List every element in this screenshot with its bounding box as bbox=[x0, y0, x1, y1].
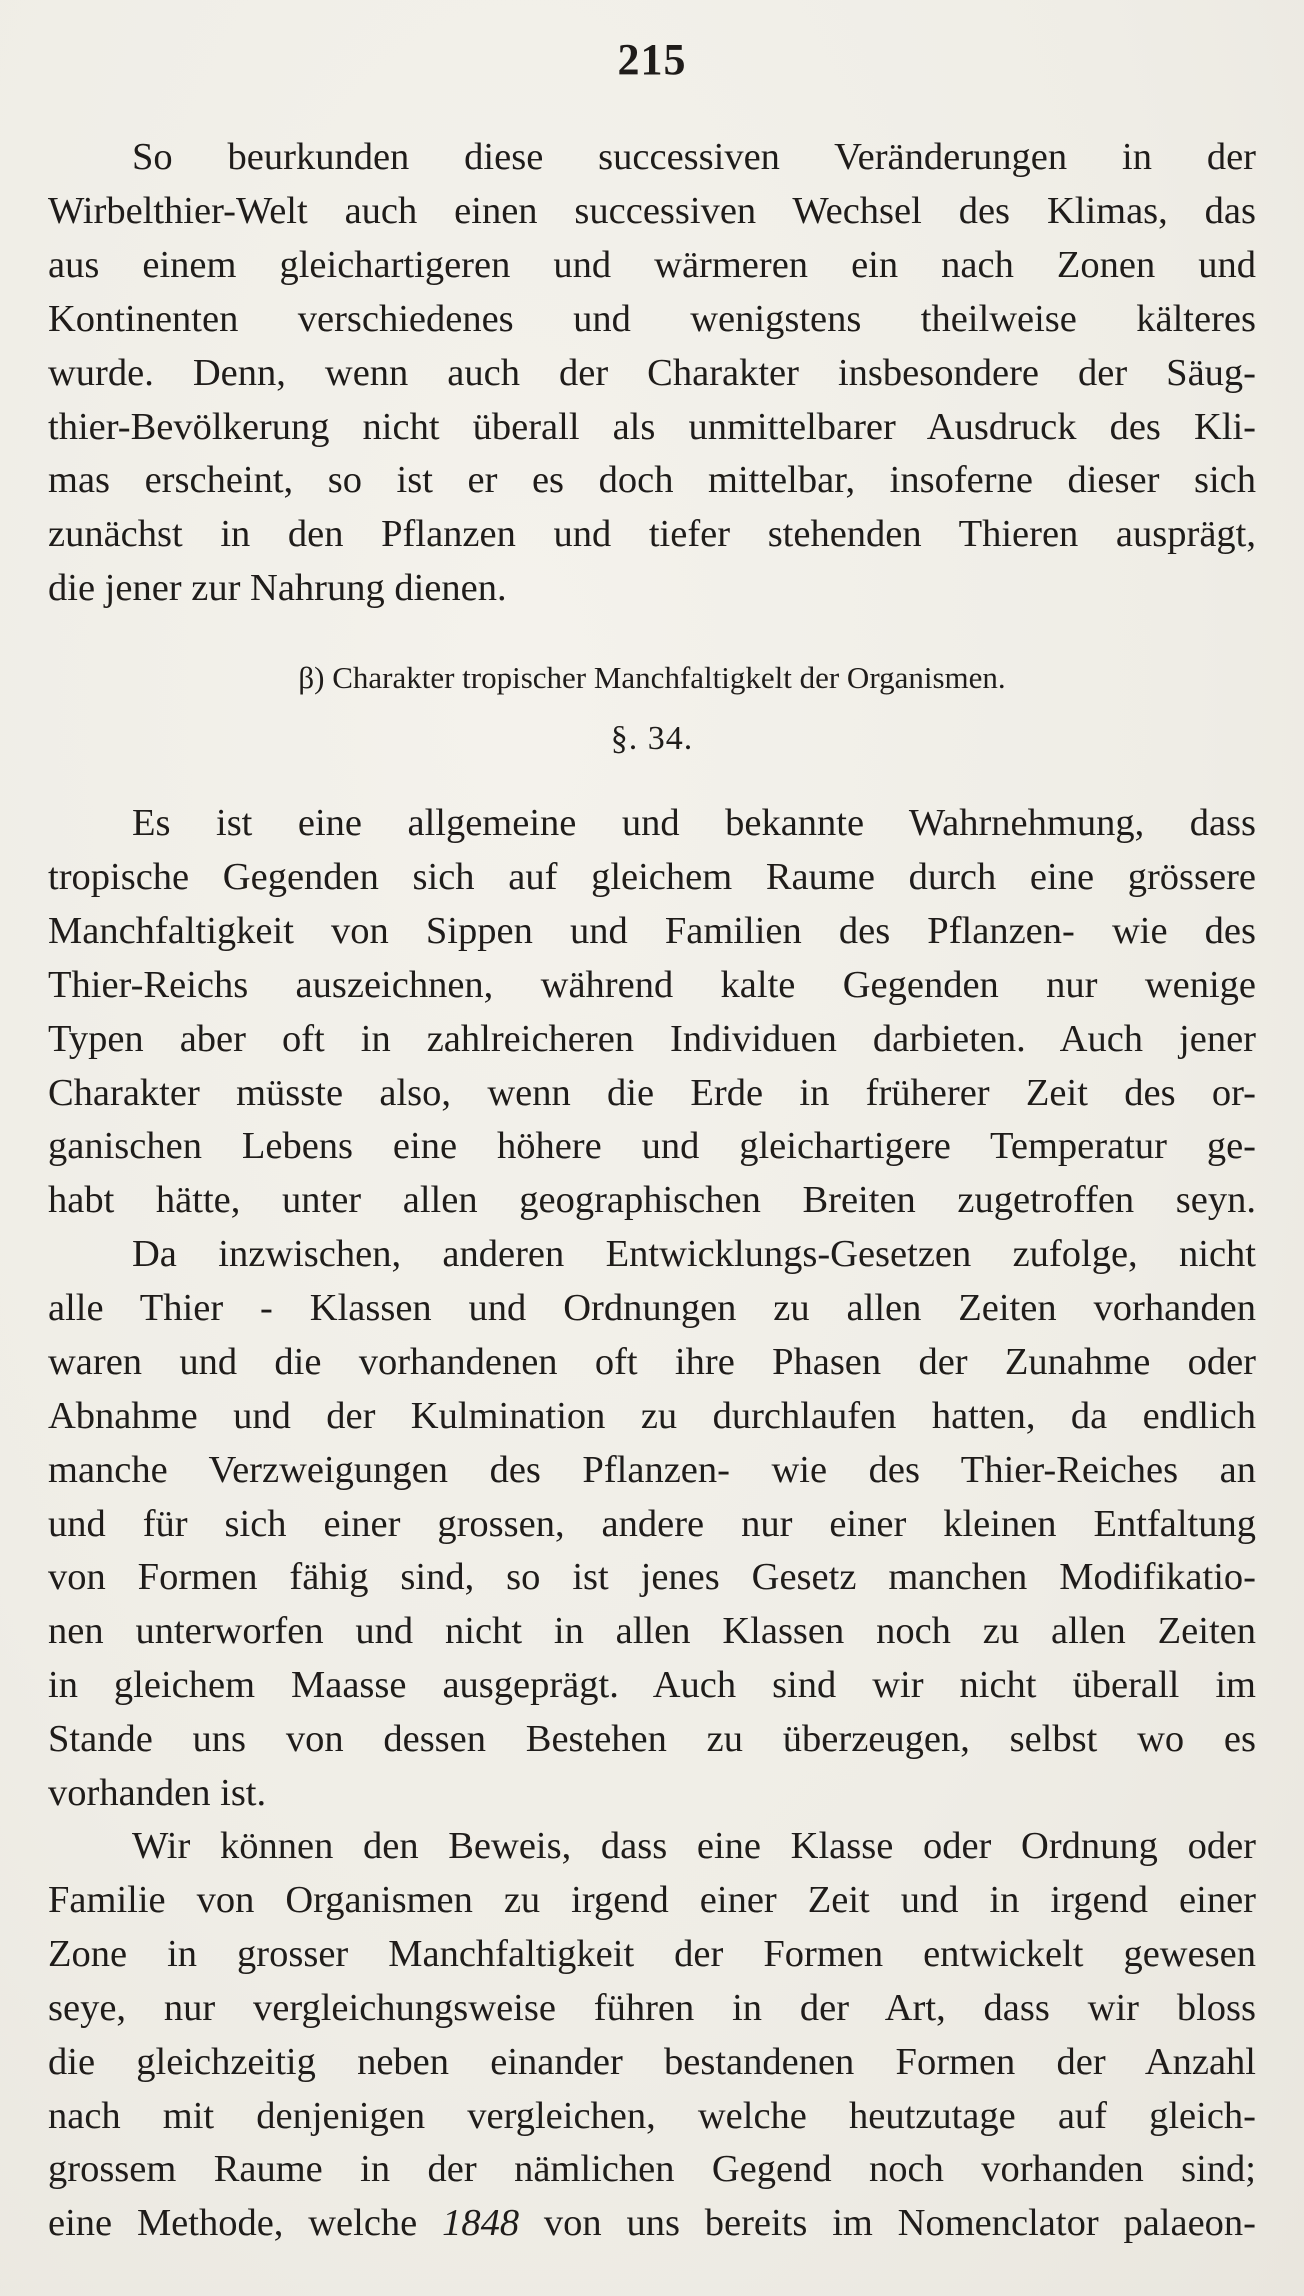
text-line: manche Verzweigungen des Pflanzen- wie des Thier-Reiches an bbox=[48, 1448, 1256, 1491]
text-line: Wir können den Beweis, dass eine Klasse oder Ordnung oder bbox=[132, 1825, 1256, 1867]
text-line: Da inzwischen, anderen Entwicklungs-Gesetzen zufolge, nicht bbox=[132, 1233, 1256, 1275]
paragraph-2 bbox=[48, 797, 1256, 1228]
text-line: nach mit denjenigen vergleichen, welche heutzutage auf gleich- bbox=[48, 2094, 1256, 2137]
text-line: Thier-Reichs auszeichnen, während kalte Gegenden nur wenige bbox=[48, 963, 1256, 1006]
text-line: aus einem gleichartigeren und wärmeren ein nach Zonen und bbox=[48, 243, 1256, 286]
text-line: die gleichzeitig neben einander bestandenen Formen der Anzahl bbox=[48, 2040, 1256, 2083]
text-line: seye, nur vergleichungsweise führen in der Art, dass wir bloss bbox=[48, 1986, 1256, 2029]
text-line: Stande uns von dessen Bestehen zu überzeugen, selbst wo es bbox=[48, 1718, 1256, 1761]
text-line bbox=[48, 2197, 1256, 2251]
text-line: waren und die vorhandenen oft ihre Phasen der Zunahme oder bbox=[48, 1340, 1256, 1383]
text-line: alle Thier - Klassen und Ordnungen zu allen Zeiten vorhanden bbox=[48, 1286, 1256, 1329]
text-line: So beurkunden diese successiven Veränderungen in der bbox=[132, 136, 1256, 178]
text-line: Typen aber oft in zahlreicheren Individuen darbieten. Auch jener bbox=[48, 1017, 1256, 1060]
paragraph-1 bbox=[48, 131, 1256, 616]
text-line: Abnahme und der Kulmination zu durchlaufen hatten, da endlich bbox=[48, 1394, 1256, 1437]
text-line: Es ist eine allgemeine und bekannte Wahrnehmung, dass bbox=[132, 802, 1256, 844]
text-line: Manchfaltigkeit von Sippen und Familien des Pflanzen- wie des bbox=[48, 909, 1256, 952]
text-fragment: von uns bereits im Nomenclator palaeon- bbox=[519, 2202, 1256, 2245]
paragraph-4 bbox=[48, 1820, 1256, 2251]
text-line: und für sich einer grossen, andere nur einer kleinen Entfaltung bbox=[48, 1502, 1256, 1545]
text-line: wurde. Denn, wenn auch der Charakter insbesondere der Säug- bbox=[48, 351, 1256, 394]
text-line: Kontinenten verschiedenes und wenigstens theilweise kälteres bbox=[48, 297, 1256, 340]
text-fragment: eine Methode, welche bbox=[48, 2202, 443, 2245]
subsection-heading: β) Charakter tropischer Manchfaltigkelt der Organismen. bbox=[298, 660, 1006, 695]
text-line: tropische Gegenden sich auf gleichem Raume durch eine grössere bbox=[48, 855, 1256, 898]
text-line: nen unterworfen und nicht in allen Klassen noch zu allen Zeiten bbox=[48, 1610, 1256, 1653]
text-line: thier-Bevölkerung nicht überall als unmittelbarer Ausdruck des Kli- bbox=[48, 405, 1256, 448]
year-italic: 1848 bbox=[442, 2202, 520, 2245]
text-line: vorhanden ist. bbox=[48, 1772, 267, 1815]
page-number: 215 bbox=[617, 35, 687, 84]
text-line: mas erscheint, so ist er es doch mittelbar, insoferne dieser sich bbox=[48, 459, 1256, 502]
section-number: §. 34. bbox=[610, 720, 694, 757]
text-line: die jener zur Nahrung dienen. bbox=[48, 567, 507, 610]
text-line: Familie von Organismen zu irgend einer Zeit und in irgend einer bbox=[48, 1878, 1256, 1921]
text-line: grossem Raume in der nämlichen Gegend noch vorhanden sind; bbox=[48, 2148, 1256, 2191]
text-line: zunächst in den Pflanzen und tiefer stehenden Thieren ausprägt, bbox=[48, 513, 1256, 556]
text-line: Wirbelthier-Welt auch einen successiven Wechsel des Klimas, das bbox=[48, 189, 1256, 232]
text-line: in gleichem Maasse ausgeprägt. Auch sind wir nicht überall im bbox=[48, 1664, 1256, 1707]
text-line: Charakter müsste also, wenn die Erde in früherer Zeit des or- bbox=[48, 1071, 1256, 1114]
text-line: ganischen Lebens eine höhere und gleichartigere Temperatur ge- bbox=[48, 1125, 1256, 1168]
paragraph-3 bbox=[48, 1228, 1256, 1821]
text-line: Zone in grosser Manchfaltigkeit der Formen entwickelt gewesen bbox=[48, 1932, 1256, 1975]
text-line: habt hätte, unter allen geographischen Breiten zugetroffen seyn. bbox=[48, 1179, 1256, 1222]
text-line: von Formen fähig sind, so ist jenes Gesetz manchen Modifikatio- bbox=[48, 1556, 1256, 1599]
